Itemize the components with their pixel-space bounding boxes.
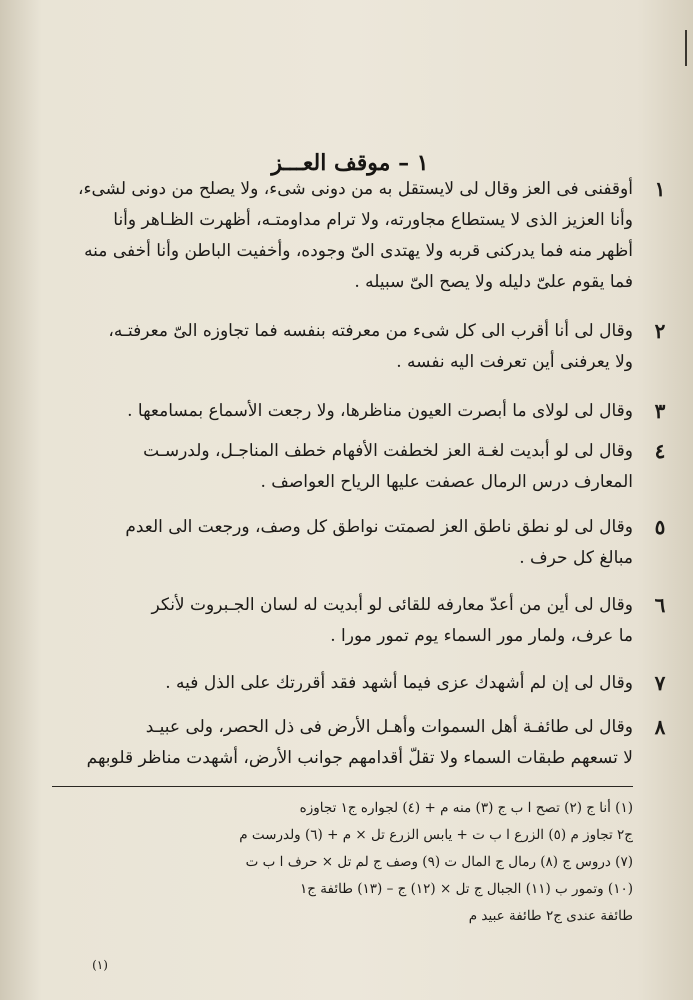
footnote-line: (١٠) وتمور ب (١١) الجبال ج تل × (١٢) ج – (١٣) طائفة ج١ xyxy=(299,881,633,897)
text-line: ولا يعرفنى أين تعرفت اليه نفسه . xyxy=(396,352,633,372)
footnote-line: ج٢ تجاوز م (٥) الزرع ا ب ت + يابس الزرع تل × م + (٦) ولدرست م xyxy=(239,827,633,843)
footnote-line: طائفة عندى ج٢ طائفة عبيد م xyxy=(468,908,633,924)
paragraph-number: ٧ xyxy=(654,671,666,695)
page-title: ١ – موقف العـــز xyxy=(271,150,429,176)
text-line: وقال لى أين من أعدّ معارفه للقائى لو أبديت له لسان الجـبروت لأنكر xyxy=(151,595,633,615)
page-edge-mark xyxy=(685,30,687,66)
paragraph-6 xyxy=(52,590,666,652)
paragraph-number: ٣ xyxy=(654,399,666,423)
paragraph-number: ٨ xyxy=(654,715,666,739)
page-number: (١) xyxy=(92,958,108,972)
text-line: أوقفنى فى العز وقال لى لايستقل به من دونى شىء، ولا يصلح من دونى لشىء، xyxy=(78,179,633,199)
text-line: لا تسعهم طبقات السماء ولا تقلّ أقدامهم جوانب الأرض، أشهدت مناظر قلوبهم xyxy=(86,748,633,768)
text-line: أظهر منه فما يدركنى قربه ولا يهتدى الىّ وجوده، وأخفيت الباطن وأنا أخفى منه xyxy=(84,241,633,261)
text-line: وقال لى إن لم أشهدك عزى فيما أشهد فقد أقررتك على الذل فيه . xyxy=(165,673,633,693)
paragraph-2 xyxy=(52,316,666,378)
footnote-line: (٧) دروس ج (٨) رمال ج المال ت (٩) وصف ج لم تل × حرف ا ب ت xyxy=(245,854,633,870)
footnote-line: (١) أنا ج (٢) تصح ا ب ج (٣) منه م + (٤) لجواره ج١ تجاوزه xyxy=(299,800,633,816)
paragraph-number: ٦ xyxy=(654,593,666,617)
text-line: وقال لى لو أبديت لغـة العز لخطفت الأفهام خطف المناجـل، ولدرسـت xyxy=(143,441,633,461)
paragraph-4 xyxy=(52,436,666,498)
footnote-separator xyxy=(52,786,633,787)
paragraph-number: ٢ xyxy=(654,319,666,343)
paragraph-8 xyxy=(52,712,666,774)
footnotes xyxy=(52,795,633,930)
paragraph-3 xyxy=(52,396,666,427)
paragraph-7 xyxy=(52,668,666,699)
text-line: مبالغ كل حرف . xyxy=(519,548,633,568)
text-line: ما عرف، ولمار مور السماء يوم تمور مورا . xyxy=(330,626,633,646)
paragraph-number: ٤ xyxy=(654,439,666,463)
text-line: وقال لى أنا أقرب الى كل شىء من معرفته بنفسه فما تجاوزه الىّ معرفتـه، xyxy=(108,321,633,341)
text-line: وقال لى لولاى ما أبصرت العيون مناظرها، ولا رجعت الأسماع بمسامعها . xyxy=(127,401,633,421)
paragraph-number: ٥ xyxy=(654,515,666,539)
text-line: فما يقوم علىّ دليله ولا يصح الىّ سبيله . xyxy=(354,272,633,292)
text-line: وقال لى طائفـة أهل السموات وأهـل الأرض فى ذل الحصر، ولى عبيـد xyxy=(145,717,633,737)
text-line: وأنا العزيز الذى لا يستطاع مجاورته، ولا ترام مداومتـه، أظهرت الظـاهر وأنا xyxy=(113,210,633,230)
text-line: المعارف درس الرمال عصفت عليها الرياح العواصف . xyxy=(260,472,633,492)
text-line: وقال لى لو نطق ناطق العز لصمتت نواطق كل وصف، ورجعت الى العدم xyxy=(125,517,633,537)
paragraph-1 xyxy=(52,174,666,298)
paragraph-5 xyxy=(52,512,666,574)
paragraph-number: ١ xyxy=(654,177,666,201)
